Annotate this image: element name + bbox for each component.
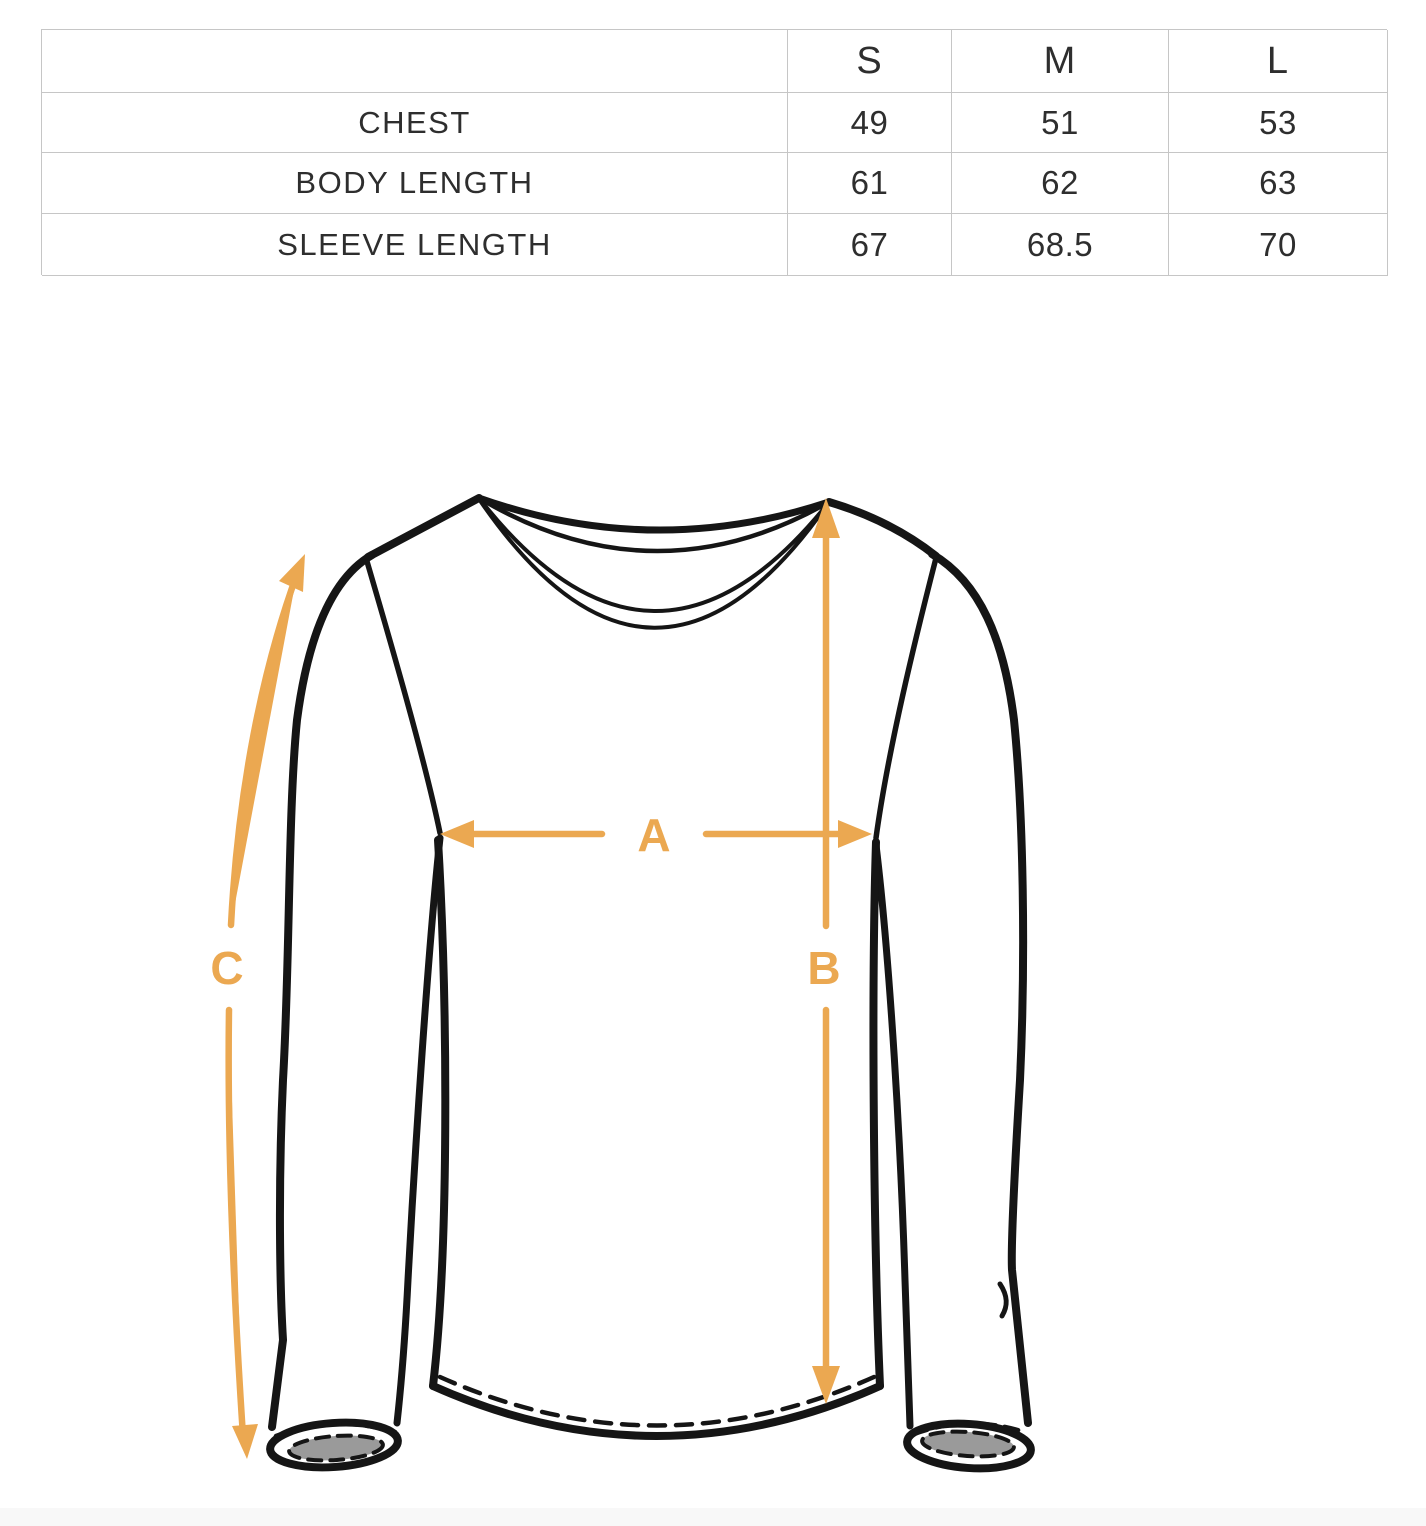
size-column-header-m: M [952,30,1169,93]
row-label-sleeve-length: SLEEVE LENGTH [42,214,788,276]
measurement-arrow-sleeve-length [229,554,305,1459]
size-table-corner-cell [42,30,788,93]
hem-stitch [440,1377,874,1426]
collar [479,498,829,628]
chest-label: A [637,809,671,861]
left-sleeve-outer [272,555,372,1427]
size-column-header-l: L [1169,30,1388,93]
body-length-s-value: 61 [788,153,952,214]
left-armhole-seam [366,558,440,833]
chest-m-value: 51 [952,93,1169,153]
sleeve-length-l-value: 70 [1169,214,1388,276]
row-label-chest: CHEST [42,93,788,153]
shirt-outline [269,498,1033,1472]
right-shoulder [829,502,936,556]
right-armhole-seam [876,558,936,838]
next-section-strip [0,1508,1426,1526]
size-column-header-s: S [788,30,952,93]
left-sleeve-inner [397,838,440,1423]
body-length-label: B [807,942,841,994]
sleeve-length-m-value: 68.5 [952,214,1169,276]
sleeve-length-s-value: 67 [788,214,952,276]
body-right-side [873,842,880,1386]
left-cuff [269,1419,400,1472]
right-wrist-slit [1000,1284,1006,1316]
hem [433,1386,880,1436]
chest-s-value: 49 [788,93,952,153]
chest-l-value: 53 [1169,93,1388,153]
size-table [41,29,1387,275]
body-length-m-value: 62 [952,153,1169,214]
body-length-l-value: 63 [1169,153,1388,214]
right-cuff [906,1420,1033,1473]
right-sleeve-outer [932,554,1028,1423]
left-shoulder [368,498,479,557]
row-label-body-length: BODY LENGTH [42,153,788,214]
sleeve-length-label: C [210,942,244,994]
